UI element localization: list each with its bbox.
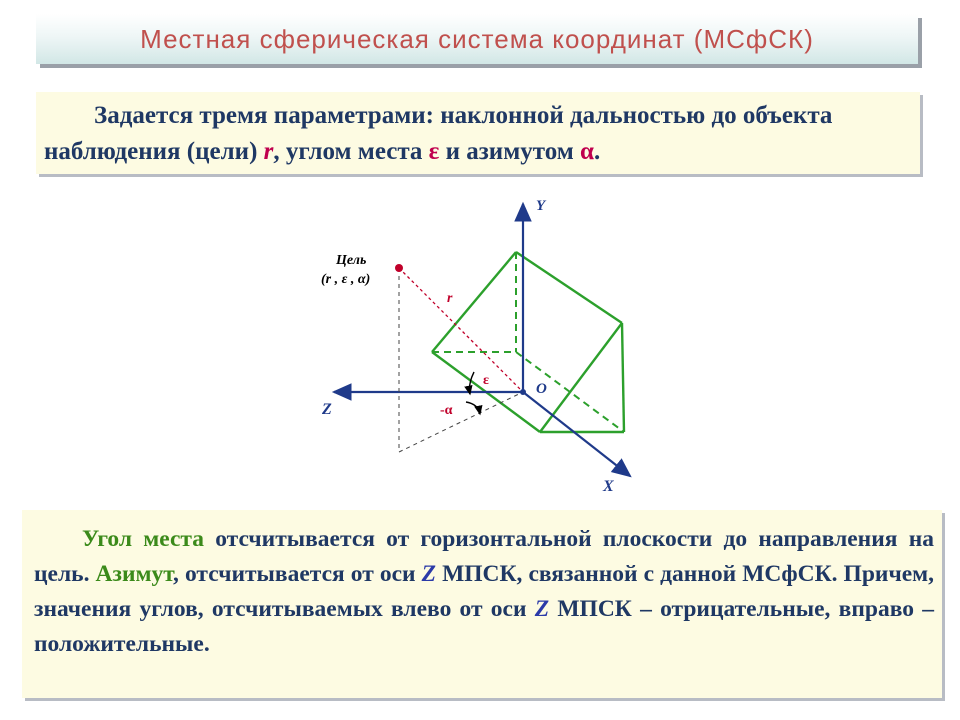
intro-alpha-symbol: α [580, 138, 594, 165]
azimuth-label: -α [440, 403, 453, 418]
elevation-label: ε [483, 373, 489, 388]
intro-r-symbol: r [263, 138, 274, 165]
origin-label: O [536, 381, 547, 397]
origin-point [520, 389, 526, 395]
intro-text-2: , углом места [273, 138, 429, 165]
page-title: Местная сферическая система координат (МСфСК) [140, 24, 814, 54]
x-axis-label: X [603, 478, 614, 495]
prism-edge [622, 323, 624, 432]
intro-eps-symbol: ε [428, 138, 440, 165]
target-coordinates-label: (r , ε , α) [321, 272, 371, 287]
prism-outline [432, 252, 624, 432]
prism-hidden-edges [432, 252, 624, 432]
intro-text-1: Задается тремя параметрами: наклонной дальностью до объекта наблюдения (цели) [44, 102, 833, 165]
y-axis-label: Y [536, 198, 546, 214]
explanation-paragraph [34, 522, 934, 662]
z-axis-label: Z [322, 401, 332, 418]
explanation-panel [22, 510, 942, 698]
target-ground-projection [399, 392, 523, 452]
x-axis [523, 392, 630, 476]
explanation-text-3: МПСК, связанной с данной МСфСК. Причем, значения углов, отсчитываемых влево от оси [34, 561, 935, 622]
target-label: Цель [336, 253, 367, 268]
target-point [395, 264, 403, 272]
intro-text-4: . [593, 138, 601, 165]
explanation-text-4: МПСК – отрицательные, вправо – положительные. [34, 596, 934, 657]
z-axis-term: Z [534, 596, 550, 622]
elevation-term: Угол места [82, 526, 204, 552]
range-label: r [447, 291, 453, 306]
explanation-text-1: отсчитывается от горизонтальной плоскости до направления на цель. [34, 526, 934, 587]
z-axis-term: Z [421, 561, 436, 587]
explanation-text-2: , отсчитывается от оси [173, 561, 422, 587]
prism-edge [516, 252, 622, 323]
azimuth-angle-arc [466, 402, 480, 414]
prism-edge [432, 252, 516, 352]
intro-text-3: и азимутом [439, 138, 580, 165]
azimuth-term: Азимут [95, 561, 174, 587]
